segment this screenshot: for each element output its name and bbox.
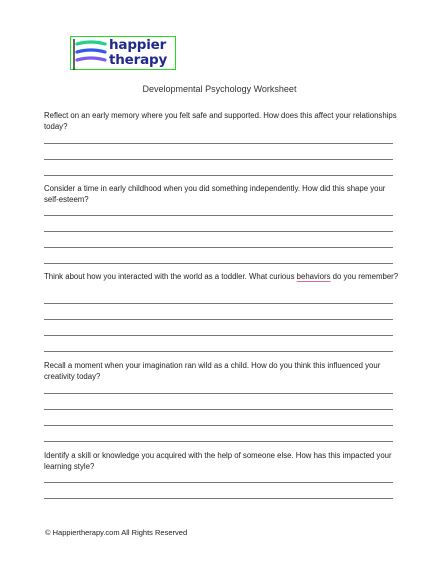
brand-logo [70,36,176,70]
answer-line[interactable] [44,425,393,426]
question-1 [44,110,400,132]
question-text: Recall a moment when your imagination ran wild as a child. How do you think this influenced your creativity today? [44,361,381,381]
logo-wordmark [109,38,167,68]
answer-line[interactable] [44,143,393,144]
answer-line[interactable] [44,175,393,176]
spellcheck-underlined-word: behaviors [296,272,331,281]
question-3 [44,271,400,282]
question-4 [44,360,400,382]
answer-line[interactable] [44,409,393,410]
logo-stripes-icon [73,38,107,70]
question-5 [44,450,400,472]
question-text [44,271,400,282]
answer-line[interactable] [44,231,393,232]
answer-line[interactable] [44,159,393,160]
question-2 [44,183,400,205]
answer-line[interactable] [44,263,393,264]
question-text: Identify a skill or knowledge you acquired with the help of someone else. How has this impacted your learning style? [44,451,392,471]
answer-line[interactable] [44,319,393,320]
answer-line[interactable] [44,303,393,304]
question-text: Reflect on an early memory where you felt safe and supported. How does this affect your relationships today? [44,111,397,131]
answer-line[interactable] [44,393,393,394]
answer-line[interactable] [44,215,393,216]
answer-line[interactable] [44,441,393,442]
answer-line[interactable] [44,335,393,336]
answer-line[interactable] [44,351,393,352]
question-text-part: Think about how you interacted with the world as a toddler. What curious [44,272,297,281]
answer-line[interactable] [44,482,393,483]
question-text-part: do you remember? [330,272,399,281]
logo-line-1: happier [109,37,167,53]
logo-line-2: therapy [109,52,168,68]
answer-line[interactable] [44,498,393,499]
answer-line[interactable] [44,247,393,248]
page-title: Developmental Psychology Worksheet [142,84,297,94]
question-text: Consider a time in early childhood when you did something independently. How did this shape your self-esteem? [44,184,386,204]
copyright-footer: © Happiertherapy.com All Rights Reserved [45,528,188,537]
